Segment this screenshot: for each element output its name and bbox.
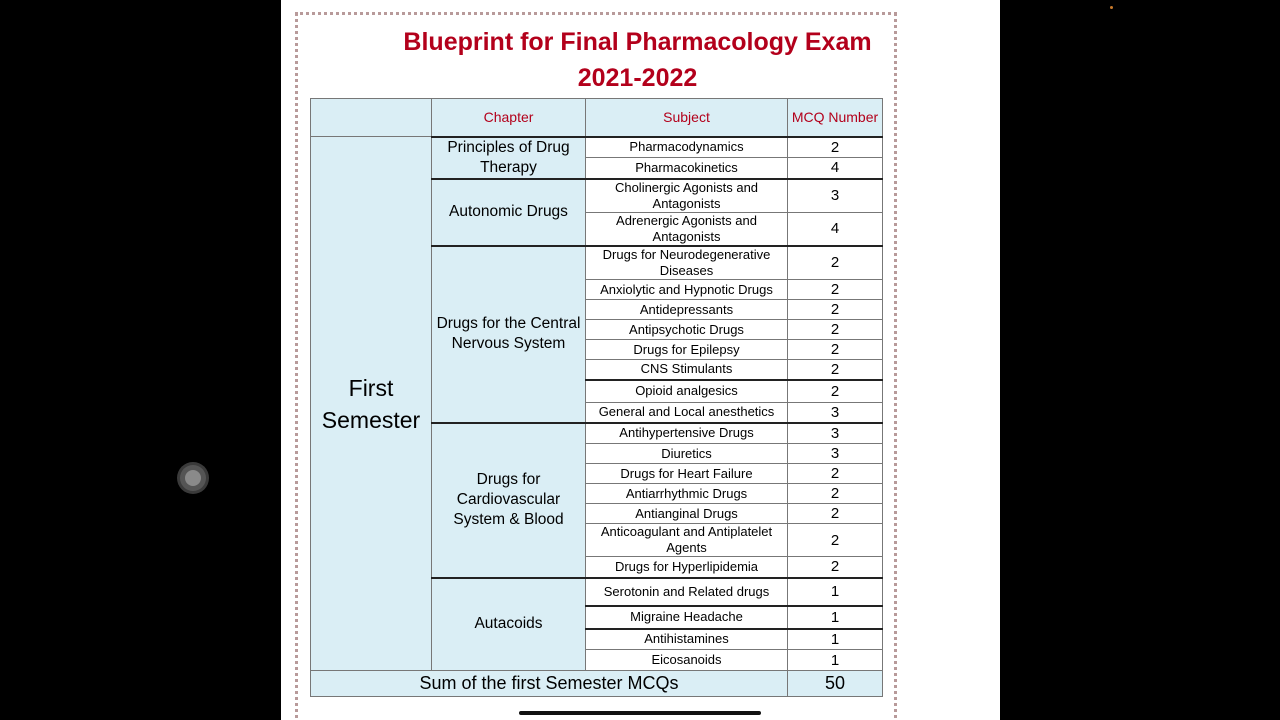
subject-cell: Antiarrhythmic Drugs	[586, 484, 788, 504]
document-title: Blueprint for Final Pharmacology Exam	[403, 28, 872, 56]
mcq-number-cell: 3	[788, 403, 883, 423]
sum-value: 50	[788, 671, 883, 697]
subject-cell: Antihypertensive Drugs	[586, 423, 788, 444]
subject-cell: CNS Stimulants	[586, 360, 788, 380]
recording-indicator-dot	[1110, 6, 1113, 9]
mcq-number-cell: 3	[788, 179, 883, 213]
mcq-number-cell: 2	[788, 340, 883, 360]
mcq-number-cell: 2	[788, 484, 883, 504]
subject-cell: Adrenergic Agonists and Antagonists	[586, 212, 788, 246]
mcq-number-cell: 2	[788, 300, 883, 320]
mcq-number-cell: 3	[788, 444, 883, 464]
mcq-number-cell: 4	[788, 158, 883, 179]
mcq-number-cell: 2	[788, 557, 883, 578]
mcq-number-cell: 2	[788, 360, 883, 380]
subject-cell: Pharmacokinetics	[586, 158, 788, 179]
chapter-cell: Drugs for the Central Nervous System	[432, 246, 586, 423]
subject-cell: Migraine Headache	[586, 606, 788, 629]
sum-row	[311, 671, 883, 697]
subject-cell: Antidepressants	[586, 300, 788, 320]
mcq-number-cell: 2	[788, 464, 883, 484]
sum-label: Sum of the first Semester MCQs	[311, 671, 788, 697]
mcq-number-cell: 1	[788, 650, 883, 671]
document-page	[281, 0, 1000, 720]
header-mcq-number: MCQ Number	[788, 99, 883, 137]
subject-cell: Drugs for Epilepsy	[586, 340, 788, 360]
mcq-number-cell: 2	[788, 137, 883, 158]
subject-cell: Anticoagulant and Antiplatelet Agents	[586, 524, 788, 557]
document-year: 2021-2022	[577, 64, 698, 92]
mcq-number-cell: 1	[788, 606, 883, 629]
table-header-row	[311, 99, 883, 137]
table-row	[311, 137, 883, 158]
subject-cell: Eicosanoids	[586, 650, 788, 671]
header-semester	[311, 99, 432, 137]
mcq-number-cell: 2	[788, 524, 883, 557]
subject-cell: Drugs for Neurodegenerative Diseases	[586, 246, 788, 280]
subject-cell: Pharmacodynamics	[586, 137, 788, 158]
subject-cell: Anxiolytic and Hypnotic Drugs	[586, 280, 788, 300]
chapter-cell: Principles of Drug Therapy	[432, 137, 586, 179]
subject-cell: Antihistamines	[586, 629, 788, 650]
home-indicator[interactable]	[519, 711, 761, 715]
assistive-touch-button[interactable]	[180, 465, 206, 491]
semester-cell: First Semester	[311, 137, 432, 671]
chapter-cell: Autacoids	[432, 578, 586, 671]
chapter-cell: Autonomic Drugs	[432, 179, 586, 246]
header-chapter: Chapter	[432, 99, 586, 137]
blueprint-table	[310, 98, 883, 697]
mcq-number-cell: 2	[788, 320, 883, 340]
subject-cell: Antipsychotic Drugs	[586, 320, 788, 340]
header-subject: Subject	[586, 99, 788, 137]
subject-cell: Antianginal Drugs	[586, 504, 788, 524]
subject-cell: Drugs for Hyperlipidemia	[586, 557, 788, 578]
table-body	[311, 137, 883, 671]
subject-cell: General and Local anesthetics	[586, 403, 788, 423]
mcq-number-cell: 2	[788, 280, 883, 300]
mcq-number-cell: 1	[788, 629, 883, 650]
subject-cell: Diuretics	[586, 444, 788, 464]
mcq-number-cell: 2	[788, 504, 883, 524]
chapter-cell: Drugs for Cardiovascular System & Blood	[432, 423, 586, 578]
mcq-number-cell: 2	[788, 246, 883, 280]
mcq-number-cell: 4	[788, 212, 883, 246]
subject-cell: Cholinergic Agonists and Antagonists	[586, 179, 788, 213]
mcq-number-cell: 3	[788, 423, 883, 444]
subject-cell: Opioid analgesics	[586, 380, 788, 403]
mcq-number-cell: 1	[788, 578, 883, 606]
subject-cell: Serotonin and Related drugs	[586, 578, 788, 606]
mcq-number-cell: 2	[788, 380, 883, 403]
subject-cell: Drugs for Heart Failure	[586, 464, 788, 484]
